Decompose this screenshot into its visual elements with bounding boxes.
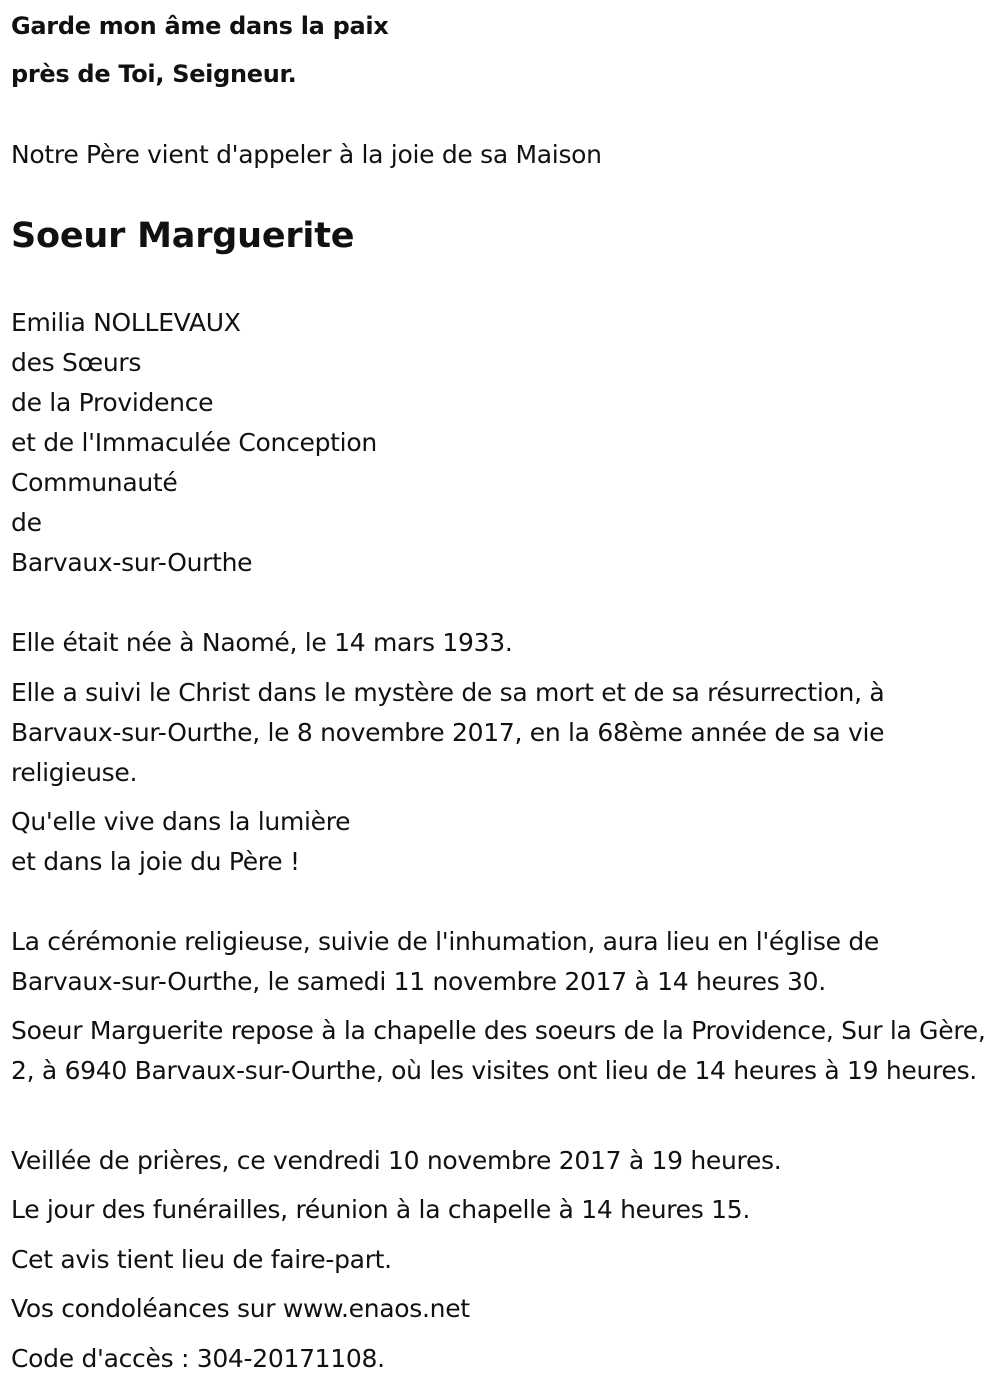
access-code-text: Code d'accès : 304-20171108. [11,1344,385,1373]
identity-line: Communauté [11,468,178,497]
rest-text: Soeur Marguerite repose à la chapelle des soeurs de la Providence, Sur la Gère, 2, à 6940 Barvaux-sur-Ourthe, où les visites ont lieu de 14 heures à 19 heures. [11,1016,986,1085]
identity-line: de la Providence [11,388,214,417]
prayer-line-2: et dans la joie du Père ! [11,847,300,876]
funeral-day-text: Le jour des funérailles, réunion à la chapelle à 14 heures 15. [11,1195,750,1224]
prayer-line-1: Qu'elle vive dans la lumière [11,807,351,836]
intro-text: Notre Père vient d'appeler à la joie de sa Maison [11,140,602,169]
verse [11,2,388,98]
verse-line-1: Garde mon âme dans la paix [11,12,389,40]
identity-block [11,303,377,583]
prayer [11,802,350,882]
death-text: Elle a suivi le Christ dans le mystère de sa mort et de sa résurrection, à Barvaux-sur-Ourthe, le 8 novembre 2017, en la 68ème année de sa vie religieuse. [11,678,885,787]
verse-line-2: près de Toi, Seigneur. [11,60,297,88]
notice-text: Cet avis tient lieu de faire-part. [11,1245,392,1274]
birth-text: Elle était née à Naomé, le 14 mars 1933. [11,628,513,657]
identity-line: des Sœurs [11,348,142,377]
identity-line: et de l'Immaculée Conception [11,428,377,457]
vigil-text: Veillée de prières, ce vendredi 10 novembre 2017 à 19 heures. [11,1146,782,1175]
deceased-name: Soeur Marguerite [11,216,355,256]
identity-line: Barvaux-sur-Ourthe [11,548,253,577]
identity-line: Emilia NOLLEVAUX [11,308,241,337]
ceremony-text: La cérémonie religieuse, suivie de l'inhumation, aura lieu en l'église de Barvaux-sur-Ourthe, le samedi 11 novembre 2017 à 14 heures 30. [11,927,879,996]
identity-line: de [11,508,42,537]
condolences-text: Vos condoléances sur www.enaos.net [11,1294,470,1323]
